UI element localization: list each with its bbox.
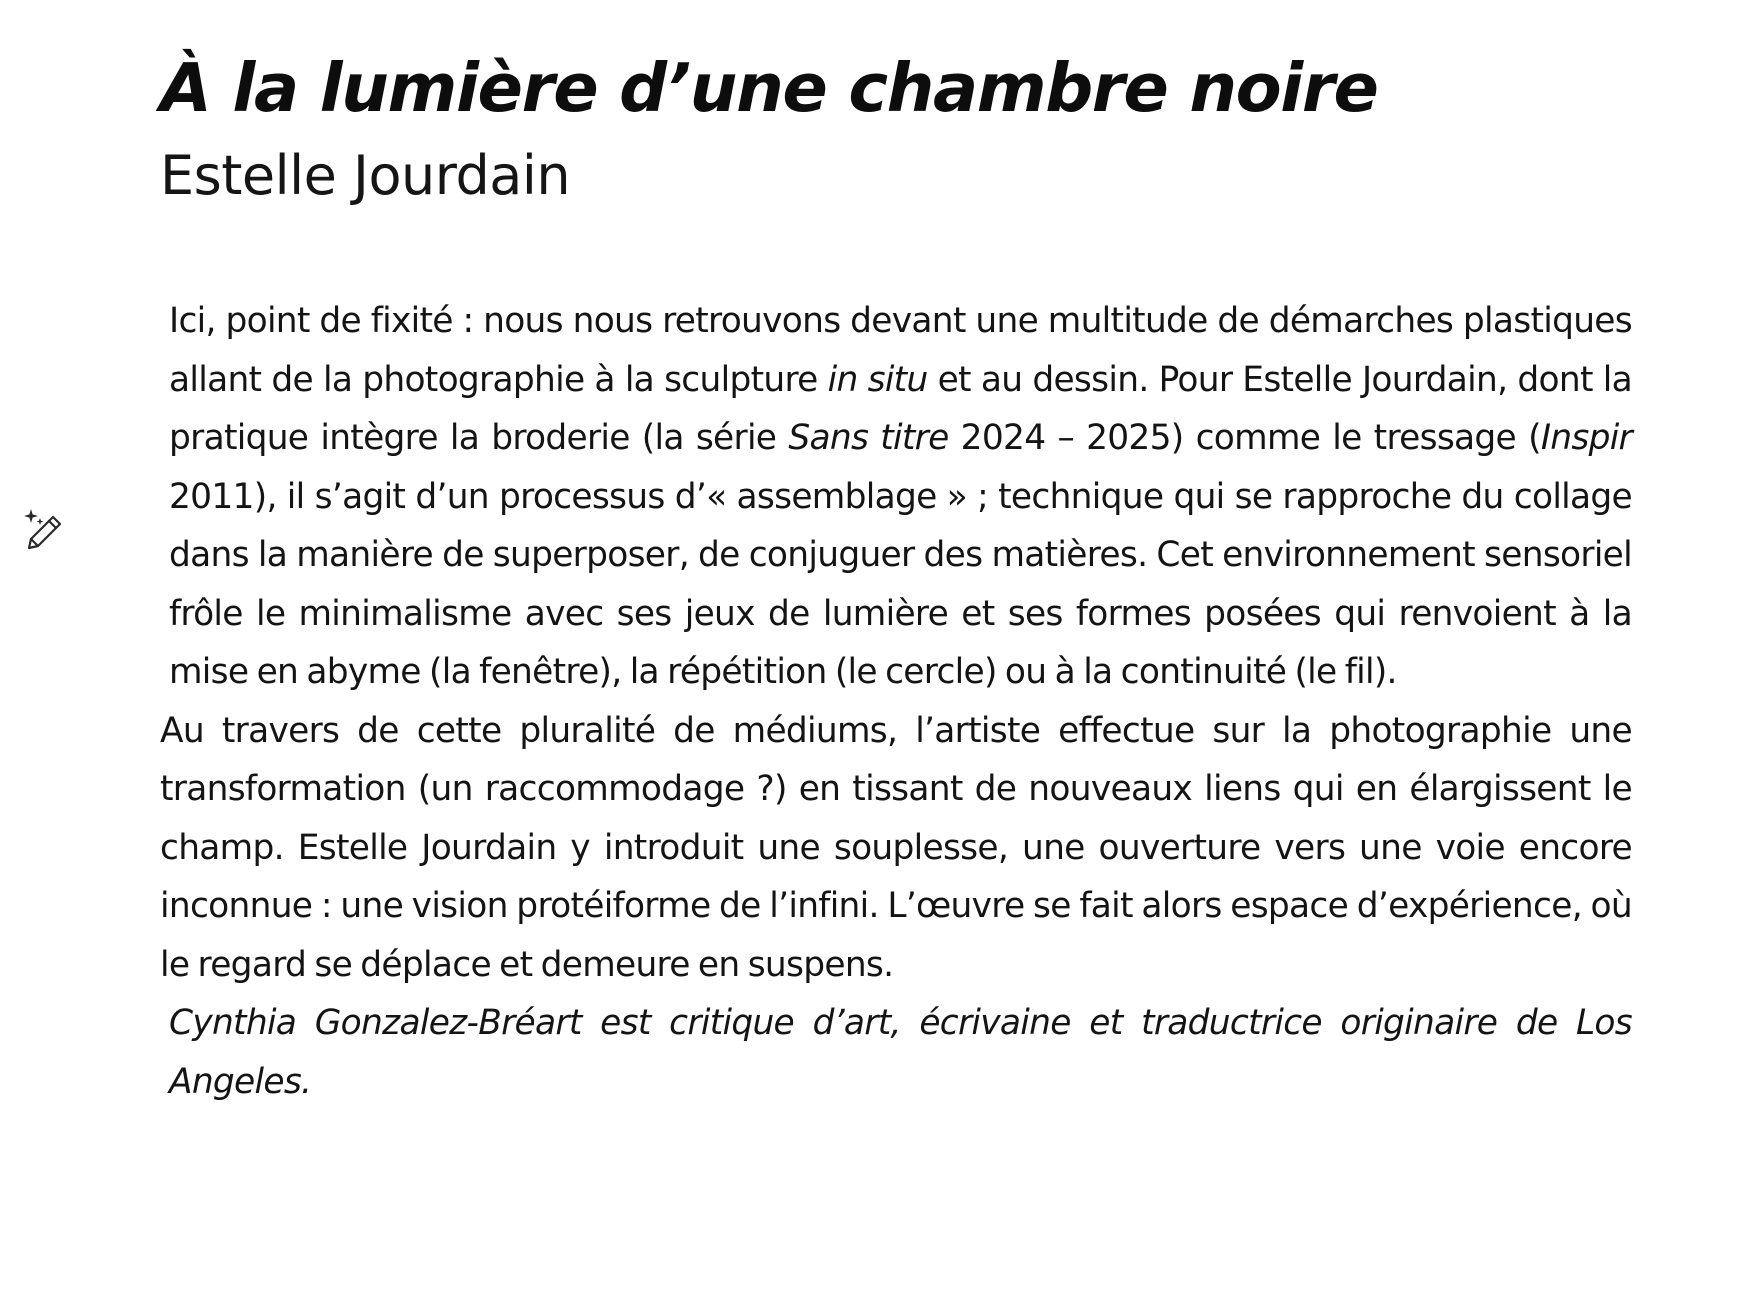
document-title: À la lumière d’une chambre noire <box>160 49 1378 127</box>
document <box>160 38 1632 1102</box>
paragraph-intro-text-d: 2011), il s’agit d’un processus d’« assemblage » ; technique qui se rapproche du collage dans la manière de superposer, de conjuguer des matières. Cet environnement sensoriel frôle le minimalisme avec ses jeux de lumière et ses formes posées qui renvoient à la mise en abyme (la fenêtre), la répétition (le cercle) ou à la continuité (le fil). <box>169 476 1632 692</box>
paragraph-intro <box>160 292 1632 702</box>
sparkle-pen-icon <box>20 505 68 553</box>
paragraph-second: Au travers de cette pluralité de médiums, l’artiste effectue sur la photographie une transformation (un raccommodage ?) en tissant de nouveaux liens qui en élargissent le champ. Estelle Jourdain y introduit une souplesse, une ouverture vers une voie encore inconnue : une vision protéiforme de l’infini. L’œuvre se fait alors espace d’expérience, où le regard se déplace et demeure en suspens. <box>160 710 1632 985</box>
author-signature: Cynthia Gonzalez-Bréart est critique d’art, écrivaine et traductrice originaire de Los Angeles. <box>169 1003 1632 1102</box>
italic-inspir: Inspir <box>1540 418 1632 458</box>
paragraph-intro-text-a: Ici, point de fixité : nous nous retrouvons devant une multitude de démarches plastiques allant de la photographie à la sculpture <box>169 301 1632 400</box>
italic-sans-titre: Sans titre <box>788 418 949 458</box>
ai-rewrite-button[interactable] <box>18 503 70 555</box>
document-body <box>160 292 1632 1111</box>
paragraph-intro-text-b: et au dessin. Pour Estelle Jourdain, dont la pratique intègre la broderie (la série <box>169 359 1632 458</box>
paragraph-intro-text-c: 2024 – 2025) comme le tressage ( <box>948 418 1541 458</box>
document-author: Estelle Jourdain <box>160 144 571 207</box>
italic-in-situ: in situ <box>827 359 928 400</box>
